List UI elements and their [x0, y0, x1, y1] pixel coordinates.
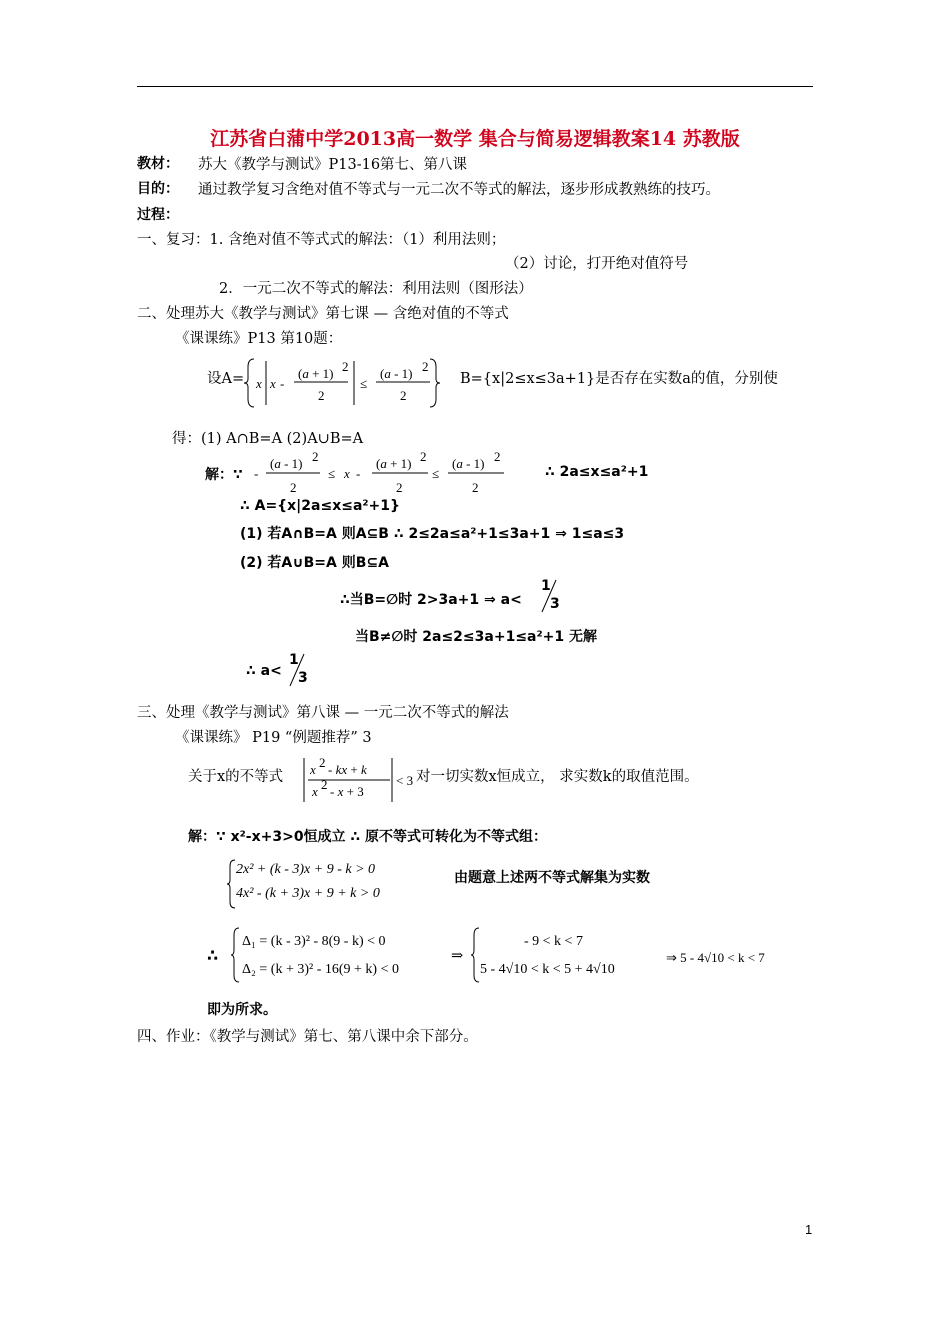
svg-text:-: - — [254, 466, 259, 481]
case-2-empty: ∴当B=∅时 2>3a+1 ⇒ a< — [340, 592, 522, 608]
problem-1-suffix: B={x|2≤x≤3a+1}是否存在实数a的值，分别使 — [460, 371, 778, 387]
final-range: ⇒ 5 - 4√10 < k < 7 — [666, 950, 765, 965]
implies-symbol: ⇒ — [451, 948, 464, 964]
system-inequality-1: 2x² + (k - 3)x + 9 - k > 0 — [236, 862, 376, 877]
solution-1-set-a: ∴ A={x|2a≤x≤a²+1} — [240, 498, 400, 514]
system-inequality-2: 4x² - (k + 3)x + 9 + k > 0 — [236, 886, 380, 901]
svg-text:2: 2 — [494, 450, 501, 464]
svg-text:2: 2 — [400, 388, 407, 403]
set-a-formula — [244, 355, 444, 411]
svg-text:x: x — [344, 466, 350, 481]
svg-text:2: 2 — [472, 480, 479, 495]
svg-text:2: 2 — [342, 359, 349, 374]
svg-text:2: 2 — [420, 450, 427, 464]
delta-brace — [230, 926, 240, 984]
system-brace — [226, 858, 236, 910]
fraction-denominator: 3 — [298, 670, 308, 686]
svg-text:- x + 3: - x + 3 — [330, 784, 364, 799]
svg-text:x: x — [270, 376, 276, 391]
range-brace — [470, 926, 480, 984]
svg-text:(a + 1): (a + 1) — [376, 456, 412, 471]
section-2-reference: 《课课练》P13 第10题： — [175, 331, 343, 347]
problem-2-prefix: 关于x的不等式 — [188, 769, 284, 785]
case-2-conclusion: ∴ a< — [246, 663, 282, 679]
svg-text:2: 2 — [312, 450, 319, 464]
delta-1-condition: Δ₁ = (k - 3)² - 8(9 - k) < 0 — [242, 934, 386, 949]
fraction-one-third-1 — [538, 578, 560, 614]
section-4-homework: 四、作业：《教学与测试》第七、第八课中余下部分。 — [137, 1029, 478, 1045]
review-line-1: 一、复习：1. 含绝对值不等式式的解法：（1）利用法则； — [137, 232, 506, 248]
svg-text:2: 2 — [396, 480, 403, 495]
problem-2-formula — [302, 754, 416, 806]
svg-text:≤: ≤ — [432, 466, 440, 481]
solution-2-line: 解：∵ x²-x+3>0恒成立 ∴ 原不等式可转化为不等式组： — [188, 829, 548, 845]
svg-text:- kx + k: - kx + k — [328, 762, 367, 777]
svg-text:x: x — [312, 784, 318, 799]
page-number: 1 — [805, 1222, 813, 1237]
material-label: 教材： — [137, 156, 179, 172]
goal-label: 目的： — [137, 181, 179, 197]
svg-text:x: x — [256, 376, 262, 391]
svg-text:≤: ≤ — [328, 466, 336, 481]
range-condition-2: 5 - 4√10 < k < 5 + 4√10 — [480, 962, 615, 977]
range-condition-1: - 9 < k < 7 — [524, 934, 583, 949]
fraction-numerator: 1 — [541, 578, 551, 594]
therefore-symbol: ∴ — [207, 946, 219, 965]
fraction-one-third-2 — [286, 652, 308, 688]
case-1: (1) 若A∩B=A 则A⊆B ∴ 2≤2a≤a²+1≤3a+1 ⇒ 1≤a≤3 — [240, 526, 625, 542]
solution-2-end: 即为所求。 — [207, 1002, 277, 1018]
solution-1-inequality — [254, 450, 514, 498]
document-title: 江苏省白蒲中学2013高一数学 集合与简易逻辑教案14 苏教版 — [210, 128, 740, 150]
case-2: (2) 若A∪B=A 则B⊆A — [240, 555, 389, 571]
svg-text:2: 2 — [318, 388, 325, 403]
svg-text:(a - 1): (a - 1) — [270, 456, 303, 471]
svg-text:≤: ≤ — [360, 376, 368, 391]
section-3-heading: 三、处理《教学与测试》第八课 — 一元二次不等式的解法 — [137, 705, 509, 721]
svg-text:(a - 1): (a - 1) — [380, 366, 413, 381]
svg-text:x: x — [310, 762, 316, 777]
material-text: 苏大《教学与测试》P13-16第七、第八课 — [198, 157, 468, 173]
problem-1-question: 得：(1) A∩B=A (2)A∪B=A — [172, 431, 364, 447]
svg-text:< 3: < 3 — [396, 773, 414, 788]
process-label: 过程： — [137, 207, 179, 223]
svg-text:2: 2 — [290, 480, 297, 495]
svg-text:2: 2 — [321, 777, 328, 792]
svg-text:-: - — [280, 376, 285, 391]
fraction-numerator: 1 — [289, 652, 299, 668]
goal-text: 通过教学复习含绝对值不等式与一元二次不等式的解法，逐步形成教熟练的技巧。 — [198, 182, 720, 198]
svg-text:2: 2 — [319, 755, 326, 770]
solution-1-label: 解：∵ — [205, 467, 243, 483]
review-line-3: 2．一元二次不等式的解法：利用法则（图形法） — [219, 281, 533, 297]
review-line-2: （2）讨论，打开绝对值符号 — [505, 256, 689, 272]
header-rule — [137, 86, 813, 87]
section-2-heading: 二、处理苏大《教学与测试》第七课 — 含绝对值的不等式 — [137, 306, 509, 322]
delta-2-condition: Δ₂ = (k + 3)² - 16(9 + k) < 0 — [242, 962, 399, 977]
svg-text:-: - — [356, 466, 361, 481]
problem-2-suffix: 对一切实数x恒成立， 求实数k的取值范围。 — [416, 769, 699, 785]
svg-text:(a + 1): (a + 1) — [298, 366, 334, 381]
svg-text:(a - 1): (a - 1) — [452, 456, 485, 471]
solution-1-result: ∴ 2a≤x≤a²+1 — [545, 464, 649, 480]
fraction-denominator: 3 — [550, 596, 560, 612]
svg-text:2: 2 — [422, 359, 429, 374]
problem-1-prefix: 设A= — [207, 371, 245, 387]
section-3-reference: 《课课练》 P19 “例题推荐” 3 — [175, 730, 372, 746]
case-2-nonempty: 当B≠∅时 2a≤2≤3a+1≤a²+1 无解 — [355, 629, 597, 645]
system-note: 由题意上述两不等式解集为实数 — [454, 870, 650, 886]
